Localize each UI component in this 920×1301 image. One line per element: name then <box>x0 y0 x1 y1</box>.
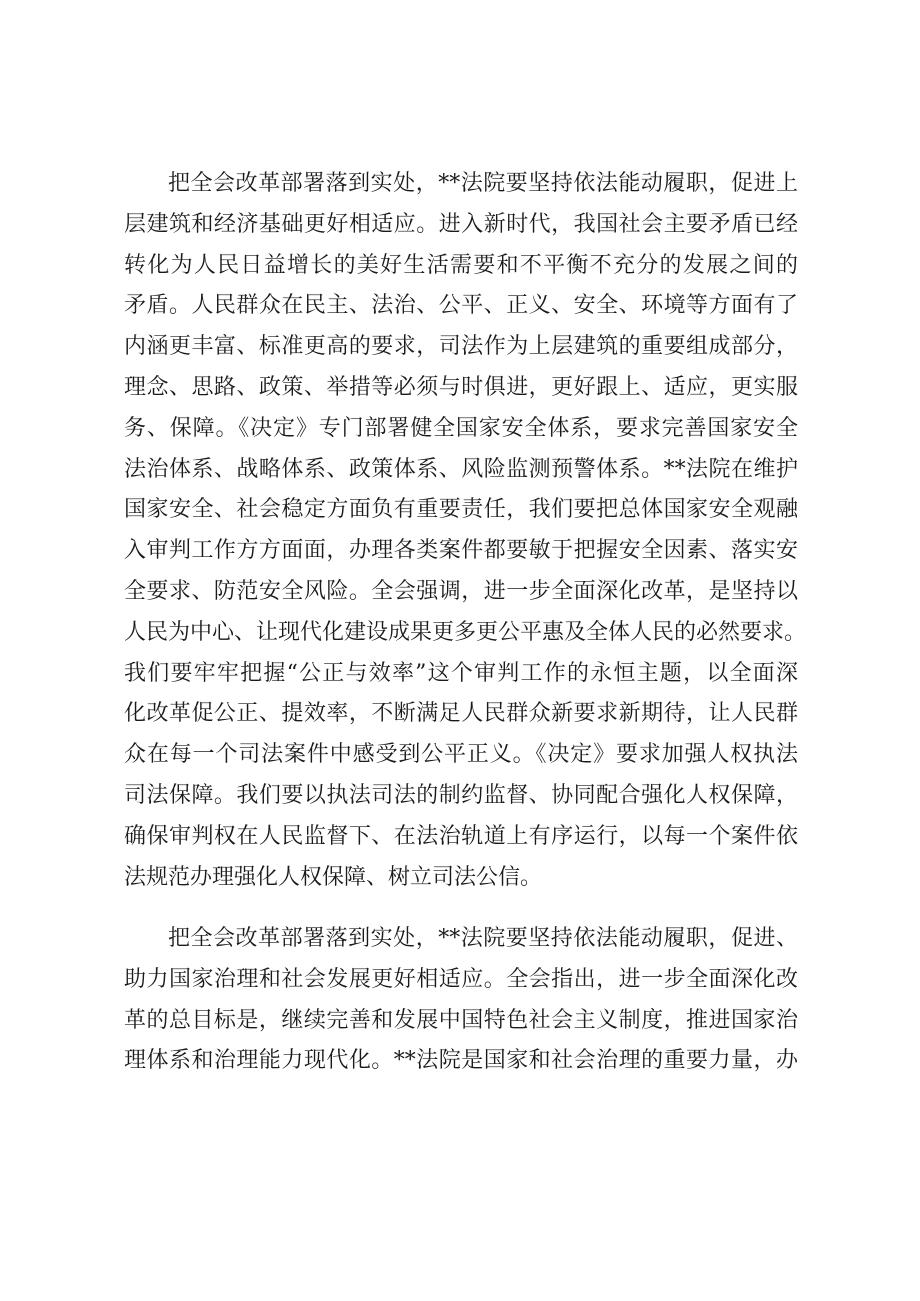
paragraph-line: 革的总目标是，继续完善和发展中国特色社会主义制度，推进国家治 <box>124 1007 798 1033</box>
paragraph-line: 化改革促公正、提效率，不断满足人民群众新要求新期待，让人民群 <box>124 701 798 727</box>
paragraph-line: 我们要牢牢把握“公正与效率”这个审判工作的永恒主题，以全面深 <box>124 660 798 686</box>
paragraph-2 <box>124 919 798 1082</box>
paragraph-line: 国家安全、社会稳定方面负有重要责任，我们要把总体国家安全观融 <box>124 497 798 523</box>
paragraph-line: 矛盾。人民群众在民主、法治、公平、正义、安全、环境等方面有了 <box>124 293 798 319</box>
paragraph-line: 层建筑和经济基础更好相适应。进入新时代，我国社会主要矛盾已经 <box>124 211 798 237</box>
paragraph-line: 内涵更丰富、标准更高的要求，司法作为上层建筑的重要组成部分， <box>124 334 798 360</box>
paragraph-line: 人民为中心、让现代化建设成果更多更公平惠及全体人民的必然要求。 <box>124 619 807 645</box>
paragraph-line: 转化为人民日益增长的美好生活需要和不平衡不充分的发展之间的 <box>124 252 798 278</box>
paragraph-line: 把全会改革部署落到实处，**法院要坚持依法能动履职，促进上 <box>168 171 798 196</box>
paragraph-1 <box>124 164 807 898</box>
paragraph-line: 司法保障。我们要以执法司法的制约监督、协同配合强化人权保障， <box>124 782 798 808</box>
paragraph-line: 众在每一个司法案件中感受到公平正义。《决定》要求加强人权执法 <box>124 742 798 768</box>
paragraph-line: 助力国家治理和社会发展更好相适应。全会指出，进一步全面深化改 <box>124 966 798 992</box>
paragraph-line: 理体系和治理能力现代化。**法院是国家和社会治理的重要力量，办 <box>124 1048 798 1074</box>
paragraph-line: 全要求、防范安全风险。全会强调，进一步全面深化改革，是坚持以 <box>124 578 798 604</box>
paragraph-line: 入审判工作方方面面，办理各类案件都要敏于把握安全因素、落实安 <box>124 538 798 564</box>
paragraph-line: 理念、思路、政策、举措等必须与时俱进，更好跟上、适应，更实服 <box>124 374 798 400</box>
paragraph-line: 法治体系、战略体系、政策体系、风险监测预警体系。**法院在维护 <box>124 456 798 482</box>
paragraph-line: 法规范办理强化人权保障、树立司法公信。 <box>124 864 543 890</box>
paragraph-line: 确保审判权在人民监督下、在法治轨道上有序运行，以每一个案件依 <box>124 823 798 849</box>
paragraph-line: 把全会改革部署落到实处，**法院要坚持依法能动履职，促进、 <box>168 926 798 951</box>
paragraph-line: 务、保障。《决定》专门部署健全国家安全体系，要求完善国家安全 <box>124 415 798 441</box>
